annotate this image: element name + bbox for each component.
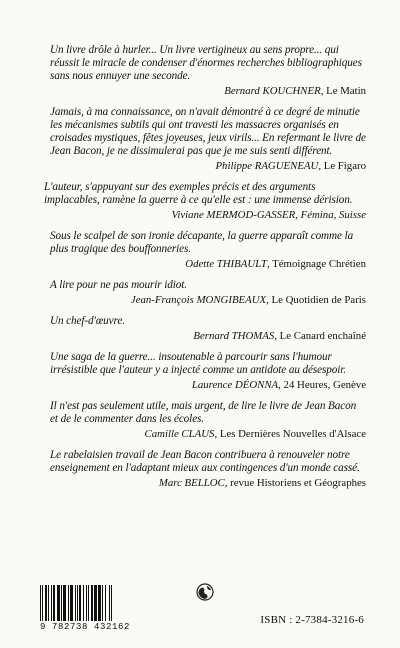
review-quotes (44, 44, 366, 498)
quote-attribution: Camille CLAUS, Les Dernières Nouvelles d'Alsace (144, 428, 366, 440)
quote-text: Le rabelaisien travail de Jean Bacon contribuera à renouveler notre enseignement en l'adaptant mieux aux contingences d'un monde cassé. (50, 449, 360, 474)
quote-text: Sous le scalpel de son ironie décapante, la guerre apparaît comme la plus tragique des bouffonneries. (50, 230, 354, 255)
quote-mermod-gasser (44, 181, 366, 222)
quote-text: Une saga de la guerre... insoutenable à parcourir sans l'humour irrésistible que l'auteur y a injecté comme un antidote au désespoir. (50, 351, 346, 376)
barcode-digits: 9 782738 432162 (40, 622, 131, 632)
quote-belloc (44, 449, 366, 490)
quote-ragueneau (44, 106, 366, 173)
quote-source: revue Historiens et Géographes (230, 477, 366, 489)
quote-text: Un livre drôle à hurler... Un livre vertigineux au sens propre... qui réussit le miracle de condenser d'énormes recherches bibliographiques sans nous ennuyer une seconde. (50, 44, 362, 82)
quote-author: Marc BELLOC (158, 477, 225, 489)
quote-attribution: Jean-François MONGIBEAUX, Le Quotidien de Paris (130, 294, 366, 306)
quote-text: Un chef-d'œuvre. (50, 315, 125, 327)
quote-source: Le Canard enchaîné (279, 330, 366, 342)
quote-attribution: Laurence DÉONNA, 24 Heures, Genève (191, 379, 366, 391)
quote-claus (44, 400, 366, 441)
quote-thomas (44, 315, 366, 343)
barcode-bars (40, 585, 132, 621)
quote-text: A lire pour ne pas mourir idiot. (50, 279, 187, 291)
quote-source: Le Quotidien de Paris (271, 294, 366, 306)
quote-author: Bernard KOUCHNER (224, 85, 321, 97)
quote-source: Fémina, Suisse (300, 209, 366, 221)
quote-kouchner (44, 44, 366, 98)
quote-author: Viviane MERMOD-GASSER (171, 209, 296, 221)
quote-attribution: Bernard THOMAS, Le Canard enchaîné (193, 330, 366, 342)
quote-mongibeaux (44, 279, 366, 307)
quote-attribution: Philippe RAGUENEAU, Le Figaro (215, 160, 366, 172)
quote-author: Jean-François MONGIBEAUX (130, 294, 267, 306)
barcode-gap (112, 585, 113, 621)
quote-attribution: Viviane MERMOD-GASSER, Fémina, Suisse (171, 209, 366, 221)
quote-text: Jamais, à ma connaissance, on n'avait démontré à ce degré de minutie les mécanismes subtils qui ont travesti les massacres organisés en croisades mystiques, fêtes joyeuses, jeux virils... En refermant le livre de Jean Bacon, je ne dissimulerai pas que je me suis senti différent. (50, 106, 366, 157)
quote-source: Les Dernières Nouvelles d'Alsace (219, 428, 366, 440)
globe-logo-icon (196, 583, 214, 601)
quote-source: Témoignage Chrétien (272, 258, 366, 270)
quote-author: Odette THIBAULT (185, 258, 267, 270)
quote-source: Le Matin (326, 85, 366, 97)
quote-author: Laurence DÉONNA (191, 379, 279, 391)
quote-author: Philippe RAGUENEAU (215, 160, 319, 172)
quote-text: Il n'est pas seulement utile, mais urgent, de lire le livre de Jean Bacon et de le commenter dans les écoles. (50, 400, 357, 425)
quote-author: Bernard THOMAS (193, 330, 275, 342)
quote-source: Le Figaro (323, 160, 366, 172)
isbn-number: ISBN : 2-7384-3216-6 (260, 614, 364, 626)
barcode (40, 585, 132, 632)
quote-text: L'auteur, s'appuyant sur des exemples précis et des arguments implacables, ramène la guerre à ce qu'elle est : une immense dérision. (44, 181, 353, 206)
quote-deonna (44, 351, 366, 392)
quote-attribution: Odette THIBAULT, Témoignage Chrétien (185, 258, 366, 270)
quote-thibault (44, 230, 366, 271)
quote-attribution: Marc BELLOC, revue Historiens et Géographes (158, 477, 366, 489)
quote-attribution: Bernard KOUCHNER, Le Matin (224, 85, 366, 97)
quote-author: Camille CLAUS (144, 428, 215, 440)
quote-source: 24 Heures, Genève (283, 379, 366, 391)
